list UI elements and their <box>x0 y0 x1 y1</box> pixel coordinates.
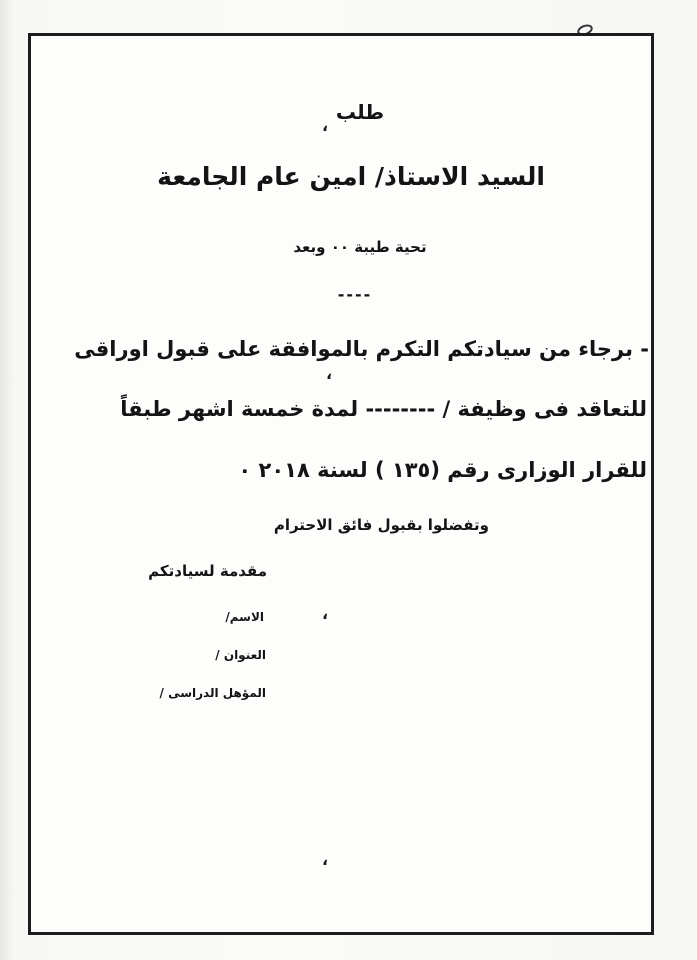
body-line-2: للتعاقد فى وظيفة / -------- لمدة خمسة اشهر طبقاً <box>120 397 647 421</box>
submitted-by-line: مقدمة لسيادتكم <box>148 562 267 580</box>
greeting-line: تحية طيبة ٠٠ وبعد <box>293 238 427 256</box>
stray-mark: ، <box>322 116 329 135</box>
closing-line: وتفضلوا بقبول فائق الاحترام <box>273 516 489 534</box>
addressee-line: السيد الاستاذ/ امين عام الجامعة <box>157 162 545 191</box>
body-line-3: للقرار الوزارى رقم (١٣٥ ) لسنة ٢٠١٨ ٠ <box>238 458 647 482</box>
address-field-label: العنوان / <box>215 648 266 662</box>
stray-mark: ، <box>322 850 329 869</box>
qualification-field-label: المؤهل الدراسى / <box>159 686 266 700</box>
stray-mark: ، <box>326 364 333 383</box>
name-field-label: الاسم/ <box>225 610 264 624</box>
stray-mark: ، <box>322 604 329 623</box>
body-line-1: - برجاء من سيادتكم التكرم بالموافقة على قبول اوراقى <box>74 337 649 361</box>
document-title: طلب <box>335 100 385 124</box>
separator-dashes: ---- <box>337 285 373 304</box>
